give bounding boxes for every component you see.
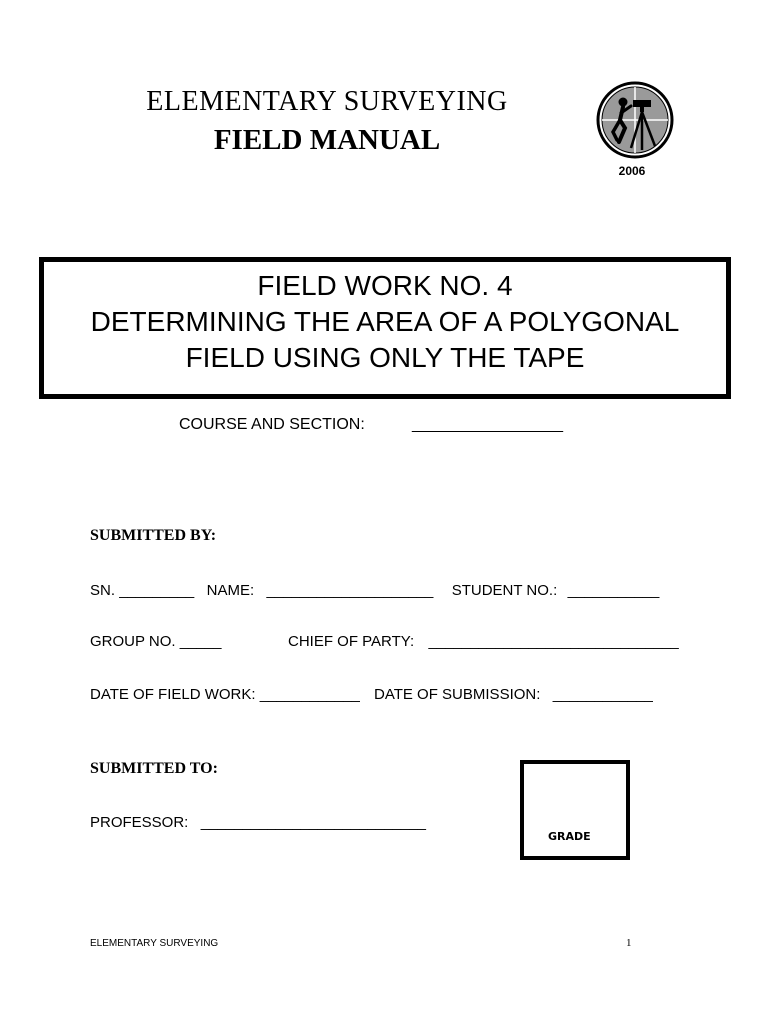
date-field-work-field[interactable]: ____________ [259, 686, 360, 703]
grade-box[interactable] [520, 760, 630, 860]
submitted-by-heading: SUBMITTED BY: [90, 527, 217, 544]
date-field-work-row [90, 686, 360, 703]
grade-label: GRADE [548, 830, 591, 843]
date-field-work-label: DATE OF FIELD WORK: [90, 686, 256, 703]
date-submission-label: DATE OF SUBMISSION: [374, 686, 541, 703]
manual-title: ELEMENTARY SURVEYING [146, 86, 508, 117]
course-section-label: COURSE AND SECTION: [179, 416, 365, 433]
student-no-field[interactable]: ___________ [567, 582, 660, 599]
chief-of-party-label: CHIEF OF PARTY: [288, 633, 415, 650]
logo-year: 2006 [618, 164, 646, 178]
student-info-row [90, 582, 659, 599]
page-number: 1 [626, 937, 632, 949]
group-no-field[interactable]: _____ [179, 633, 222, 650]
fieldwork-title-box [39, 257, 731, 399]
fieldwork-number: FIELD WORK NO. 4 [257, 270, 513, 301]
footer-title: ELEMENTARY SURVEYING [90, 938, 219, 949]
date-submission-field[interactable]: ____________ [552, 686, 653, 703]
sn-field[interactable]: _________ [119, 582, 195, 599]
name-label: NAME: [206, 582, 255, 599]
professor-row [90, 814, 426, 831]
group-row [90, 633, 221, 650]
professor-field[interactable]: ___________________________ [200, 814, 426, 831]
submitted-to-heading: SUBMITTED TO: [90, 760, 218, 777]
date-submission-row [374, 686, 653, 703]
fieldwork-title-line2: FIELD USING ONLY THE TAPE [185, 342, 585, 373]
chief-row [288, 633, 679, 650]
name-field[interactable]: ____________________ [266, 582, 434, 599]
manual-subtitle: FIELD MANUAL [213, 124, 441, 156]
surveyor-logo-icon [595, 80, 675, 160]
professor-label: PROFESSOR: [90, 814, 189, 831]
chief-of-party-field[interactable]: ______________________________ [428, 633, 679, 650]
group-no-label: GROUP NO. [90, 633, 176, 650]
course-section-field[interactable]: ___________________ [412, 416, 563, 433]
fieldwork-title-line1: DETERMINING THE AREA OF A POLYGONAL [90, 306, 680, 337]
student-no-label: STUDENT NO.: [451, 582, 558, 599]
sn-label: SN. [90, 582, 116, 599]
